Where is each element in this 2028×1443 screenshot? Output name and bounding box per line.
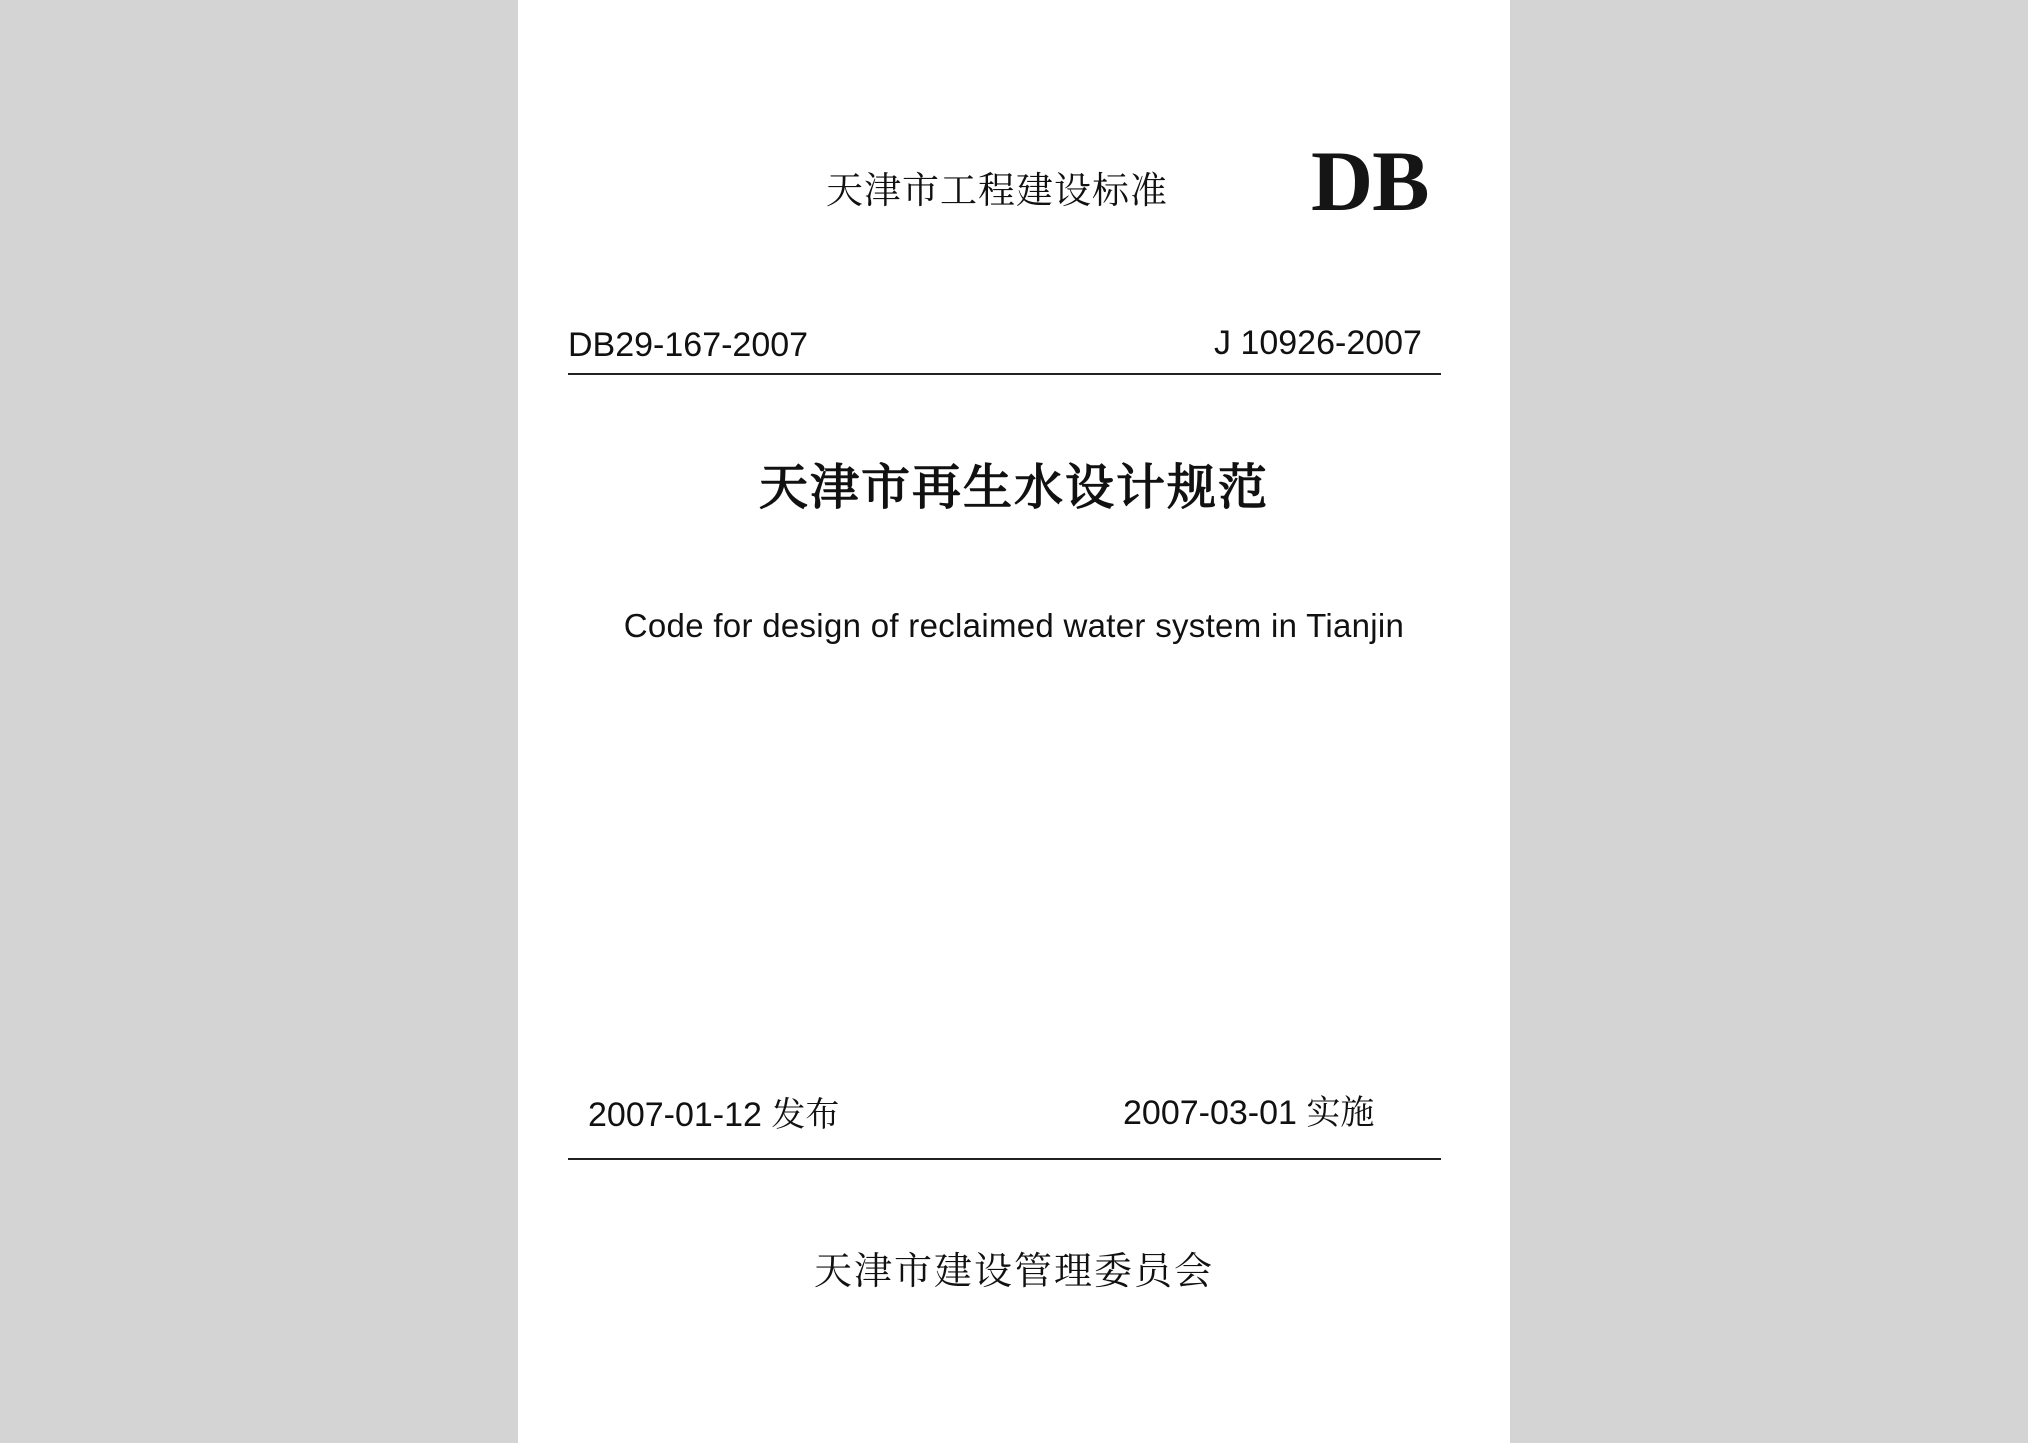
standard-number: DB29-167-2007 (568, 326, 809, 364)
issue-date: 2007-01-12 发布 (588, 1096, 840, 1134)
top-divider (568, 373, 1441, 375)
document-title-zh: 天津市再生水设计规范 (758, 459, 1269, 516)
issuing-authority: 天津市建设管理委员会 (813, 1249, 1214, 1293)
record-number: J 10926-2007 (1214, 324, 1422, 362)
standard-cover-page (518, 0, 1510, 1443)
bottom-divider (568, 1158, 1441, 1160)
effective-date: 2007-03-01 实施 (1123, 1094, 1375, 1132)
document-title-en: Code for design of reclaimed water system in Tianjin (623, 607, 1405, 644)
standard-series-label: 天津市工程建设标准 (826, 169, 1168, 212)
db-logo-mark: DB (1311, 133, 1429, 229)
